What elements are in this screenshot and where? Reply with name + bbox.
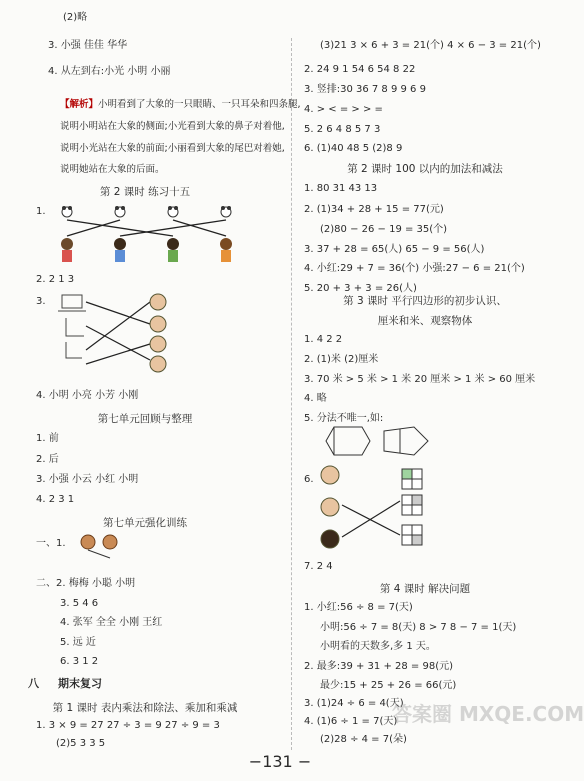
- analysis-line: [60, 99, 301, 111]
- hexagon-shape: [326, 427, 370, 455]
- section-heading: 第七单元强化训练: [103, 517, 187, 529]
- answer-line: 最少:15 + 25 + 26 = 66(元): [320, 680, 457, 691]
- pentagon-shape: [384, 427, 428, 455]
- cube-stack-icon: [402, 469, 422, 545]
- animal-figure: [78, 532, 138, 562]
- answer-line: 3. 37 + 28 = 65(人) 65 − 9 = 56(人): [304, 244, 485, 255]
- answer-line: 6.: [304, 474, 314, 485]
- answer-line: (2)略: [63, 12, 88, 23]
- matching-figure-children: [55, 200, 245, 266]
- answer-line: 1.: [36, 206, 46, 217]
- analysis-line: 说明她站在大象的后面。: [60, 164, 165, 175]
- answer-line: 7. 2 4: [304, 561, 333, 572]
- answer-line: 3.: [36, 296, 46, 307]
- answer-line: 4. 从左到右:小光 小明 小丽: [48, 66, 171, 77]
- answer-line: 1. 小红:56 ÷ 8 = 7(天): [304, 602, 413, 613]
- shape-icon: [66, 318, 84, 358]
- section-heading: 第七单元回顾与整理: [97, 413, 193, 425]
- answer-line: (2)5 3 3 5: [56, 738, 106, 749]
- answer-line: 2. 24 9 1 54 6 54 8 22: [304, 64, 416, 75]
- section-heading: 第 3 课时 平行四边形的初步认识、: [343, 295, 507, 307]
- analysis-text: 小明看到了大象的一只眼睛、一只耳朵和四条腿,: [98, 99, 301, 110]
- page-number: −131 −: [248, 752, 312, 771]
- matching-figure-views: [58, 292, 178, 380]
- watermark-logo: 答案圈 MXQE.COM: [392, 702, 584, 726]
- answer-line: 6. (1)40 48 5 (2)8 9: [304, 143, 403, 154]
- answer-line: 3. 5 4 6: [60, 598, 99, 609]
- answer-line: 5. 20 + 3 + 3 = 26(人): [304, 283, 417, 294]
- answer-line: (2)80 − 26 − 19 = 35(个): [320, 224, 448, 235]
- chapter-title: 期末复习: [58, 677, 102, 690]
- answer-line: 小明:56 ÷ 7 = 8(天) 8 > 7 8 − 7 = 1(天): [320, 622, 517, 633]
- answer-line: 2. 2 1 3: [36, 274, 75, 285]
- answer-line: 2. 后: [36, 454, 59, 465]
- answer-line: 3. 竖排:30 36 7 8 9 9 6 9: [304, 84, 426, 95]
- answer-line: 1. 80 31 43 13: [304, 183, 378, 194]
- answer-line: 1. 3 × 9 = 27 27 ÷ 3 = 9 27 ÷ 9 = 3: [36, 720, 220, 731]
- answer-line: 4. (1)6 ÷ 1 = 7(天): [304, 716, 398, 727]
- chapter-number: 八: [28, 677, 39, 690]
- laptop-icon: [58, 295, 86, 311]
- answer-line: 2. (1)米 (2)厘米: [304, 354, 379, 365]
- section-heading: 第 4 课时 解决问题: [379, 583, 471, 595]
- answer-line: 小明看的天数多,多 1 天。: [320, 641, 436, 652]
- section-heading: 厘米和米、观察物体: [377, 315, 473, 327]
- answer-line: 4. 略: [304, 393, 327, 404]
- column-divider: [291, 38, 292, 750]
- section-heading: 第 1 课时 表内乘法和除法、乘加和乘减: [52, 702, 238, 714]
- analysis-line: 说明小明站在大象的侧面;小光看到大象的鼻子对着他,: [60, 121, 285, 132]
- analysis-line: 说明小光站在大象的前面;小丽看到大象的尾巴对着她,: [60, 143, 285, 154]
- answer-line: 4. > < = > > =: [304, 104, 383, 115]
- answer-line: 3. (1)24 ÷ 6 = 4(天): [304, 698, 404, 709]
- matching-lines: [342, 501, 400, 537]
- answer-line: 1. 前: [36, 433, 59, 444]
- answer-line: 3. 小强 小云 小红 小明: [36, 474, 139, 485]
- analysis-tag: 【解析】: [60, 99, 99, 110]
- child-face-icon: [150, 294, 166, 372]
- answer-line: 2. (1)34 + 28 + 15 = 77(元): [304, 204, 444, 215]
- answer-line: 5. 远 近: [60, 637, 96, 648]
- answer-line: 5. 分法不唯一,如:: [304, 413, 384, 424]
- panda-icon: [62, 206, 231, 217]
- observation-figure: [318, 465, 428, 555]
- monkey-icon: [81, 535, 117, 549]
- answer-line: 3. 小强 佳佳 华华: [48, 40, 128, 51]
- matching-lines: [86, 302, 150, 364]
- answer-line: 1. 4 2 2: [304, 334, 343, 345]
- answer-line: 2. 最多:39 + 31 + 28 = 98(元): [304, 661, 453, 672]
- answer-line: 4. 2 3 1: [36, 494, 75, 505]
- answer-line: 4. 小红:29 + 7 = 36(个) 小强:27 − 6 = 21(个): [304, 263, 525, 274]
- answer-line: 6. 3 1 2: [60, 656, 99, 667]
- answer-line: (2)28 ÷ 4 = 7(朵): [320, 734, 407, 745]
- answer-line: 5. 2 6 4 8 5 7 3: [304, 124, 381, 135]
- answer-line: 一、1.: [36, 538, 66, 549]
- answer-line: 3. 70 米 > 5 米 > 1 米 20 厘米 > 1 米 > 60 厘米: [304, 374, 536, 385]
- answer-line: 4. 小明 小亮 小芳 小刚: [36, 390, 139, 401]
- answer-line: 4. 张军 全全 小刚 王红: [60, 617, 163, 628]
- parallelogram-figure: [318, 425, 458, 457]
- child-face-icon: [321, 466, 339, 548]
- child-icon: [61, 238, 232, 262]
- section-heading: 第 2 课时 练习十五: [99, 186, 191, 198]
- answer-line: 二、2. 梅梅 小聪 小明: [36, 578, 136, 589]
- matching-lines: [67, 220, 226, 236]
- answer-line: (3)21 3 × 6 + 3 = 21(个) 4 × 6 − 3 = 21(个): [320, 40, 541, 51]
- section-heading: 第 2 课时 100 以内的加法和减法: [347, 163, 503, 175]
